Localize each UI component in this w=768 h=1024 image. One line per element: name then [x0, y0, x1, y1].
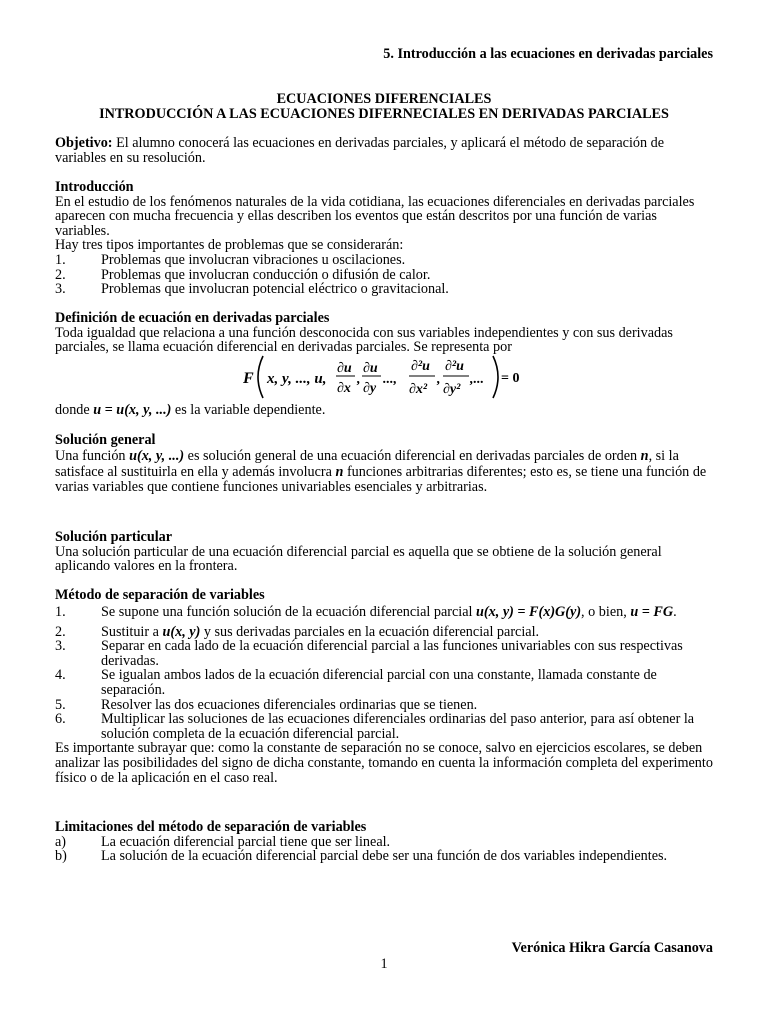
solucion-particular-section	[55, 530, 713, 574]
list-item	[55, 698, 713, 713]
introduccion-heading: Introducción	[55, 179, 134, 195]
eq-comma-1: ,	[357, 372, 361, 387]
list-number: 5.	[55, 696, 66, 713]
objetivo-text: El alumno conocerá las ecuaciones en derivadas parciales, y aplicará el método de separación de variables en su resolución.	[55, 135, 665, 166]
title-line-2: INTRODUCCIÓN A LAS ECUACIONES DIFERNECIALES EN DERIVADAS PARCIALES	[99, 106, 669, 122]
list-text: Problemas que involucran potencial eléctrico o gravitacional.	[101, 281, 449, 298]
list-number: 1.	[55, 603, 66, 620]
definicion-heading: Definición de ecuación en derivadas parciales	[55, 310, 330, 326]
donde-math: u = u(x, y, ...)	[93, 402, 172, 418]
footer-author: Verónica Hikra García Casanova	[511, 940, 713, 956]
list-number: a)	[55, 833, 67, 850]
list-text: Se igualan ambos lados de la ecuación diferencial parcial con una constante, llamada constante de separación.	[101, 667, 657, 698]
list-item	[55, 625, 713, 640]
eq-du-1: ∂u	[337, 361, 352, 376]
eq-dx: ∂x	[337, 381, 351, 396]
list-number: 3.	[55, 281, 66, 298]
list-text-c: .	[673, 603, 677, 620]
page-number: 1	[380, 956, 388, 972]
solucion-general-text	[55, 449, 713, 496]
list-number: b)	[55, 848, 67, 865]
document-title	[55, 92, 713, 122]
list-number: 2.	[55, 623, 66, 640]
list-text: Se supone una función solución de la ecuación diferencial parcial	[101, 603, 477, 620]
list-item	[55, 712, 713, 741]
metodo-math-1: u(x, y) = F(x)G(y)	[476, 603, 582, 620]
limitaciones-heading: Limitaciones del método de separación de variables	[55, 819, 367, 835]
list-text: Sustituir a	[101, 623, 163, 640]
solucion-particular-text: Una solución particular de una ecuación diferencial parcial es aquella que se obtiene de la solución general aplicando valores en la frontera.	[55, 543, 662, 575]
eq-du-2: ∂u	[363, 361, 378, 376]
list-number: 2.	[55, 266, 66, 283]
donde-end: es la variable dependiente.	[171, 402, 326, 418]
sg-m1: u(x, y, ...)	[129, 447, 185, 464]
list-text-b: , o bien,	[581, 603, 631, 620]
metodo-math-3: u(x, y)	[162, 623, 201, 640]
pde-equation-svg	[243, 352, 533, 402]
list-text: Separar en cada lado de la ecuación diferencial parcial a las funciones univariables con sus respectivas derivadas.	[101, 638, 683, 669]
sg-m3: n	[335, 463, 344, 480]
eq-dots: ...,	[383, 372, 397, 387]
metodo-note: Es importante subrayar que: como la constante de separación no se conoce, salvo en ejercicios escolares, se deben analizar las posibilidades del signo de dicha constante, tomando en cuenta la información completa del experimento físico o de la aplicación en el caso real.	[55, 740, 713, 786]
list-text: Resolver las dos ecuaciones diferenciales ordinarias que se tienen.	[101, 696, 478, 713]
pde-equation	[55, 352, 713, 402]
sg-t2: es solución general de una ecuación diferencial en derivadas parciales de orden	[184, 447, 641, 464]
definicion-text: Toda igualdad que relaciona a una función desconocida con sus variables independientes y con sus derivadas parciales, se llama ecuación diferencial en derivadas parciales. Se representa por	[55, 324, 673, 356]
eq-dy2: ∂y²	[443, 382, 461, 397]
sg-t4: funciones arbitrarias diferentes; esto es, se tiene una función de varias variables que contiene funciones univariables esenciales y arbitrarias.	[55, 463, 707, 496]
eq-dots-end: ,...	[470, 372, 484, 387]
list-item	[55, 603, 713, 622]
donde-line	[55, 403, 713, 418]
list-text: Problemas que involucran conducción o difusión de calor.	[101, 266, 431, 283]
metodo-section	[55, 588, 713, 785]
list-number: 1.	[55, 251, 66, 268]
donde-text: donde	[55, 402, 94, 418]
objetivo-label: Objetivo:	[55, 135, 113, 151]
objetivo-paragraph	[55, 136, 713, 165]
list-item	[55, 835, 713, 850]
eq-d2u-2: ∂²u	[445, 359, 464, 374]
list-number: 6.	[55, 711, 66, 728]
sg-t3: , si la satisface al sustituirla en ella y además involucra	[55, 447, 679, 480]
list-number: 3.	[55, 638, 66, 655]
title-line-1: ECUACIONES DIFERENCIALES	[276, 91, 492, 107]
objetivo-section	[55, 136, 713, 165]
list-item	[55, 268, 713, 283]
definicion-section	[55, 311, 713, 355]
eq-dx2: ∂x²	[409, 382, 428, 397]
solucion-particular-heading: Solución particular	[55, 529, 173, 545]
limitaciones-section	[55, 820, 713, 864]
sg-m2: n	[640, 447, 649, 464]
eq-dy: ∂y	[363, 381, 377, 396]
list-text: La solución de la ecuación diferencial parcial debe ser una función de dos variables independientes.	[101, 848, 668, 865]
list-item	[55, 668, 713, 697]
metodo-heading: Método de separación de variables	[55, 587, 265, 603]
running-header: 5. Introducción a las ecuaciones en derivadas parciales	[383, 46, 713, 62]
introduccion-text: En el estudio de los fenómenos naturales de la vida cotidiana, las ecuaciones diferenciales en derivadas parciales aparecen con mucha frecuencia y ellas describen los eventos que están descritos por una función de varias variables.	[55, 193, 695, 239]
introduccion-section	[55, 180, 713, 297]
solucion-general-heading: Solución general	[55, 432, 156, 448]
list-text: La ecuación diferencial parcial tiene que ser lineal.	[101, 833, 391, 850]
list-item	[55, 639, 713, 668]
list-text: Multiplicar las soluciones de las ecuaciones diferenciales ordinarias del paso anterior, para así obtener la solución completa de la ecuación diferencial parcial.	[101, 711, 695, 742]
eq-d2u-1: ∂²u	[411, 359, 430, 374]
solucion-general-section	[55, 433, 713, 496]
introduccion-text-2: Hay tres tipos importantes de problemas que se considerarán:	[55, 237, 404, 254]
eq-args: x, y, ..., u,	[267, 371, 327, 387]
eq-F: F	[243, 370, 254, 387]
list-number: 4.	[55, 667, 66, 684]
eq-rhs: = 0	[501, 371, 520, 386]
list-text-b: y sus derivadas parciales en la ecuación diferencial parcial.	[200, 623, 540, 640]
list-item	[55, 253, 713, 268]
metodo-math-2: u = FG	[630, 603, 674, 620]
sg-t1: Una función	[55, 447, 130, 464]
list-item	[55, 282, 713, 297]
list-item	[55, 849, 713, 864]
list-text: Problemas que involucran vibraciones u oscilaciones.	[101, 251, 406, 268]
eq-comma-2: ,	[437, 372, 441, 387]
